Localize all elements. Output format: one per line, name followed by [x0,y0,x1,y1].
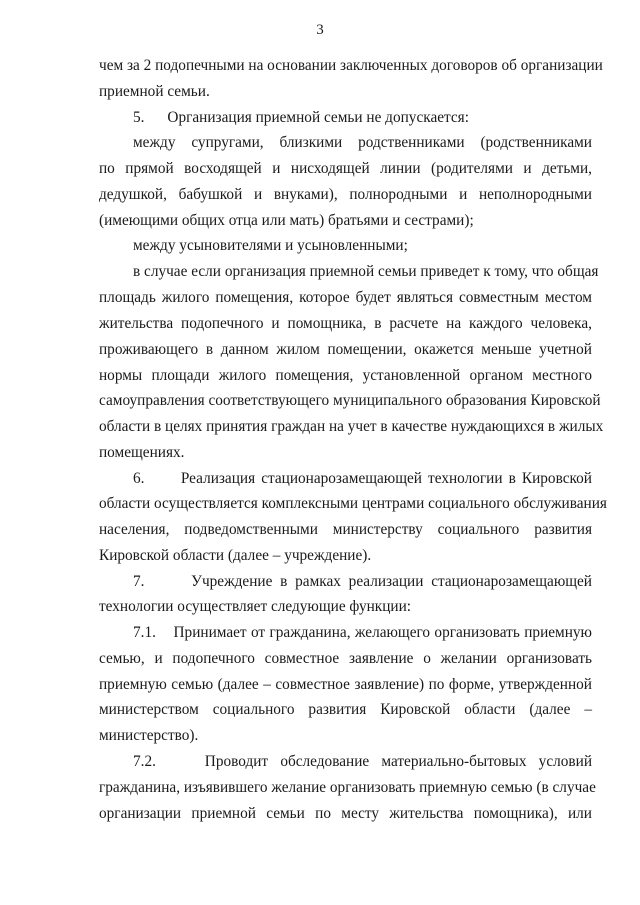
text-line: министерство). [99,727,199,744]
text-line: чем за 2 подопечными на основании заключенных договоров об организации [99,57,603,74]
section-6-heading: 6. Реализация стационарозамещающей технологии в Кировской [133,470,592,487]
text-line: помещениях. [99,444,185,461]
text-line: приемной семьи. [99,83,210,100]
text-line: области в целях принятия граждан на учет в качестве нуждающихся в жилых [99,418,604,435]
text-line: дедушкой, бабушкой и внуками), полнородными и неполнородными [99,186,592,203]
text-line: проживающего в данном жилом помещении, окажется меньше учетной [99,341,592,358]
page-number: 3 [316,22,324,38]
text-line: между супругами, близкими родственниками (родственниками [133,134,592,151]
text-line: (имеющими общих отца или мать) братьями и сестрами); [99,212,474,229]
text-line: в случае если организация приемной семьи приведет к тому, что общая [133,263,599,280]
text-line: гражданина, изъявившего желание организовать приемную семью (в случае [99,779,596,796]
text-line: приемную семью (далее – совместное заявление) по форме, утвержденной [99,676,592,693]
text-line: организации приемной семьи по месту жительства помощника), или [99,805,592,822]
text-line: технологии осуществляет следующие функции: [99,598,412,615]
text-line: Кировской области (далее – учреждение). [99,547,372,564]
text-line: семью, и подопечного совместное заявление о желании организовать [99,650,592,667]
section-7-heading: 7. Учреждение в рамках реализации стационарозамещающей [133,573,592,590]
text-line: жительства подопечного и помощника, в расчете на каждого человека, [99,315,592,332]
text-line: площадь жилого помещения, которое будет являться совместным местом [99,289,592,306]
text-line: области осуществляется комплексными центрами социального обслуживания [99,495,607,512]
section-7-1-heading: 7.1. Принимает от гражданина, желающего организовать приемную [133,624,592,641]
text-line: населения, подведомственными министерству социального развития [99,521,592,538]
text-line: нормы площади жилого помещения, установленной органом местного [99,367,592,384]
section-7-2-heading: 7.2. Проводит обследование материально-бытовых условий [133,753,592,770]
text-line: между усыновителями и усыновленными; [133,237,408,254]
text-line: министерством социального развития Кировской области (далее – [99,701,592,718]
section-5-heading: 5. Организация приемной семьи не допускается: [133,109,469,126]
text-line: самоуправления соответствующего муниципального образования Кировской [99,392,601,409]
text-line: по прямой восходящей и нисходящей линии (родителями и детьми, [99,160,592,177]
